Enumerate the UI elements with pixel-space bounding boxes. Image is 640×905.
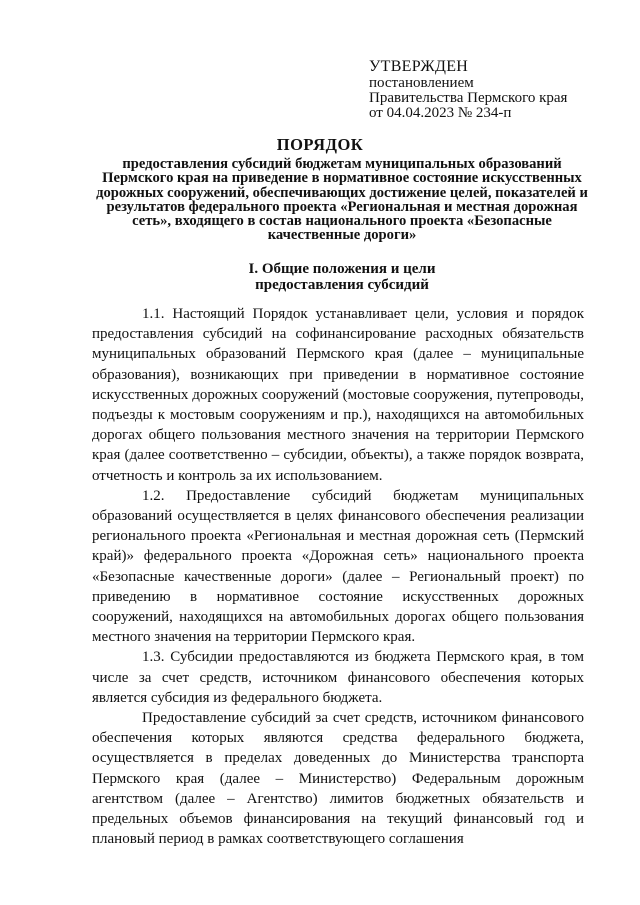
approval-line: Правительства Пермского края bbox=[369, 90, 568, 106]
approval-date-line: от 04.04.2023 № 234-п bbox=[369, 105, 512, 121]
section-heading-line: предоставления субсидий bbox=[255, 276, 429, 293]
document-title: ПОРЯДОК bbox=[276, 135, 364, 154]
approval-block bbox=[369, 58, 609, 121]
approval-line: постановлением bbox=[369, 75, 474, 91]
document-subtitle: предоставления субсидий бюджетам муниципальных образований Пермского края на приведение в нормативное состояние искусственных дорожных сооружений, обеспечивающих достижение целей, показателей и результатов федерального проекта «Региональная и местная дорожная сеть», входящего в состав национального проекта «Безопасные качественные дороги» bbox=[96, 156, 588, 244]
approval-title: УТВЕРЖДЕН bbox=[369, 58, 469, 75]
section-heading bbox=[92, 262, 592, 293]
paragraph: 1.3. Субсидии предоставляются из бюджета Пермского края, в том числе за счет средств, источником финансового обеспечения которых является субсидия из федерального бюджета. bbox=[92, 649, 584, 706]
paragraph: Предоставление субсидий за счет средств, источником финансового обеспечения которых являются средства федерального бюджета, осуществляется в пределах доведенных до Министерства транспорта Пермского края (далее – Министерство) Федеральным дорожным агентством (далее – Агентство) лимитов бюджетных обязательств и предельных объемов финансирования на текущий финансовый год и плановый период в рамках соответствующего соглашения bbox=[92, 710, 584, 848]
section-heading-line: I. Общие положения и цели bbox=[248, 261, 436, 277]
paragraph: 1.2. Предоставление субсидий бюджетам муниципальных образований осуществляется в целях финансового обеспечения реализации регионального проекта «Региональная и местная дорожная сеть (Пермский край)» федерального проекта «Дорожная сеть» национального проекта «Безопасные качественные дороги» (далее – Региональный проект) по приведению в нормативное состояние искусственных дорожных сооружений, находящихся на автомобильных дорогах общего пользования местного значения на территории Пермского края. bbox=[92, 487, 584, 646]
paragraph: 1.1. Настоящий Порядок устанавливает цели, условия и порядок предоставления субсидий на софинансирование расходных обязательств муниципальных образований Пермского края (далее – муниципальные образования), возникающих при приведении в нормативное состояние искусственных дорожных сооружений (мостовые сооружения, путепроводы, подъезды к мостовым сооружениям и пр.), находящихся на автомобильных дорогах общего пользования местного значения на территории Пермского края (далее соответственно – субсидии, объекты), а также порядок возврата, отчетность и контроль за их использованием. bbox=[92, 306, 584, 484]
document-body bbox=[92, 304, 584, 849]
